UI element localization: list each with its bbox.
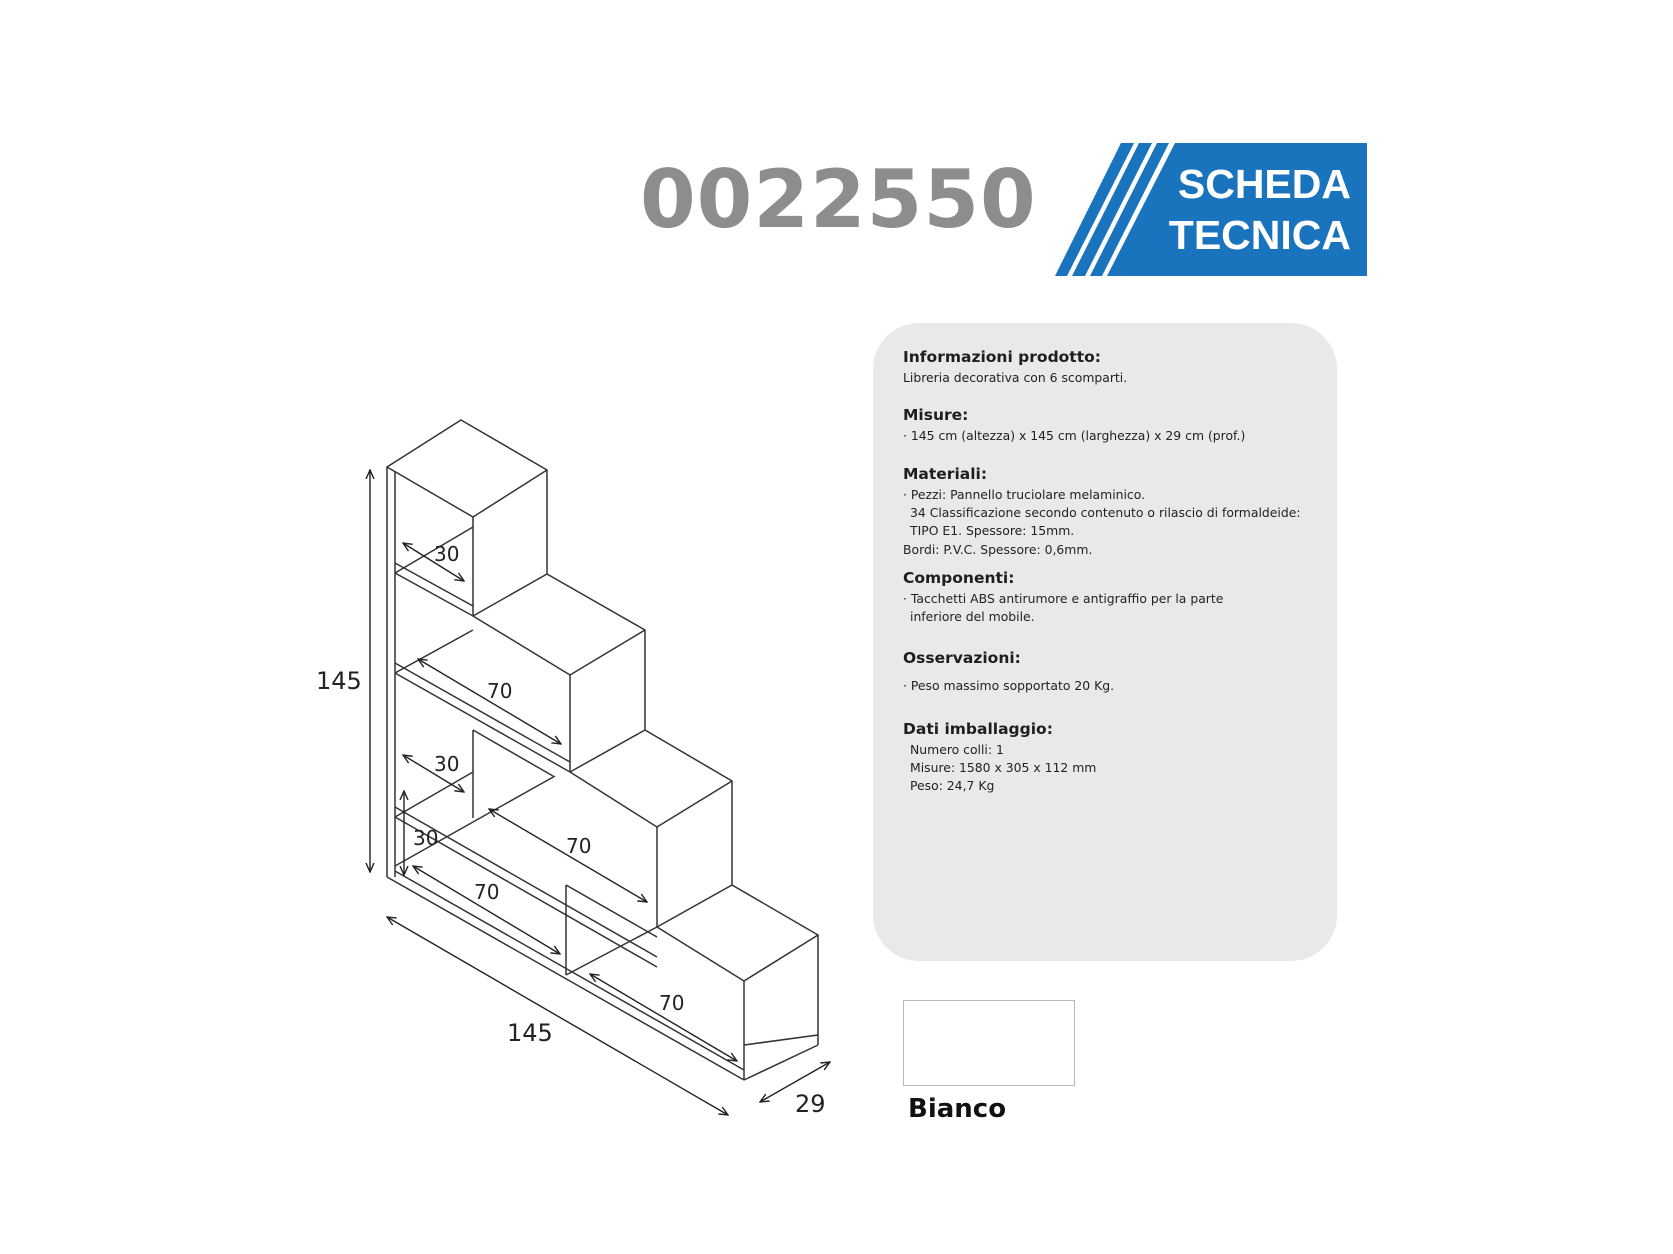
color-name: Bianco [908, 1094, 1007, 1124]
observations-text: · Peso massimo sopportato 20 Kg. [903, 678, 1115, 693]
height-label: 145 [316, 667, 362, 695]
top-shelf-depth-label: 30 [434, 542, 460, 566]
packaging-line-2: Misure: 1580 x 305 x 112 mm [910, 760, 1097, 776]
depth-label: 29 [795, 1090, 826, 1118]
mid-shelf-depth-label: 30 [434, 752, 460, 776]
packaging-line-3: Peso: 24,7 Kg [910, 778, 995, 794]
materials-line-3: TIPO E1. Spessore: 15mm. [910, 523, 1075, 539]
product-code: 0022550 [640, 153, 1037, 246]
materials-line-1: · Pezzi: Pannello truciolare melaminico. [903, 487, 1146, 502]
product-info-title: Informazioni prodotto: [903, 348, 1101, 366]
banner-line1: SCHEDA [1177, 161, 1351, 207]
measures-section [903, 404, 1323, 445]
shelf-width-label-2: 70 [566, 834, 592, 858]
components-title: Componenti: [903, 569, 1015, 587]
observations-section [903, 647, 1323, 695]
product-info-text: Libreria decorativa con 6 scomparti. [903, 370, 1128, 385]
product-info-section [903, 346, 1323, 387]
width-label: 145 [507, 1019, 553, 1047]
cube-height-label: 30 [413, 826, 439, 850]
components-line-2: inferiore del mobile. [910, 609, 1035, 625]
materials-line-4: Bordi: P.V.C. Spessore: 0,6mm. [903, 541, 1093, 557]
measures-title: Misure: [903, 406, 969, 424]
shelf-width-label-4: 70 [659, 991, 685, 1015]
materials-line-2: 34 Classificazione secondo contenuto o rilascio di formaldeide: [910, 505, 1301, 521]
observations-title: Osservazioni: [903, 649, 1021, 667]
shelf-width-label-3: 70 [474, 880, 500, 904]
measures-text: · 145 cm (altezza) x 145 cm (larghezza) x 29 cm (prof.) [903, 428, 1246, 443]
banner-line2: TECNICA [1168, 212, 1351, 258]
shelf-width-label-1: 70 [487, 679, 513, 703]
components-line-1: · Tacchetti ABS antirumore e antigraffio per la parte [903, 591, 1224, 606]
product-info-panel [873, 323, 1337, 961]
components-section [903, 567, 1323, 626]
materials-title: Materiali: [903, 465, 988, 483]
packaging-line-1: Numero colli: 1 [910, 742, 1004, 757]
color-swatch [903, 1000, 1075, 1086]
packaging-title: Dati imballaggio: [903, 720, 1053, 738]
packaging-section [903, 718, 1323, 796]
materials-section [903, 463, 1323, 559]
